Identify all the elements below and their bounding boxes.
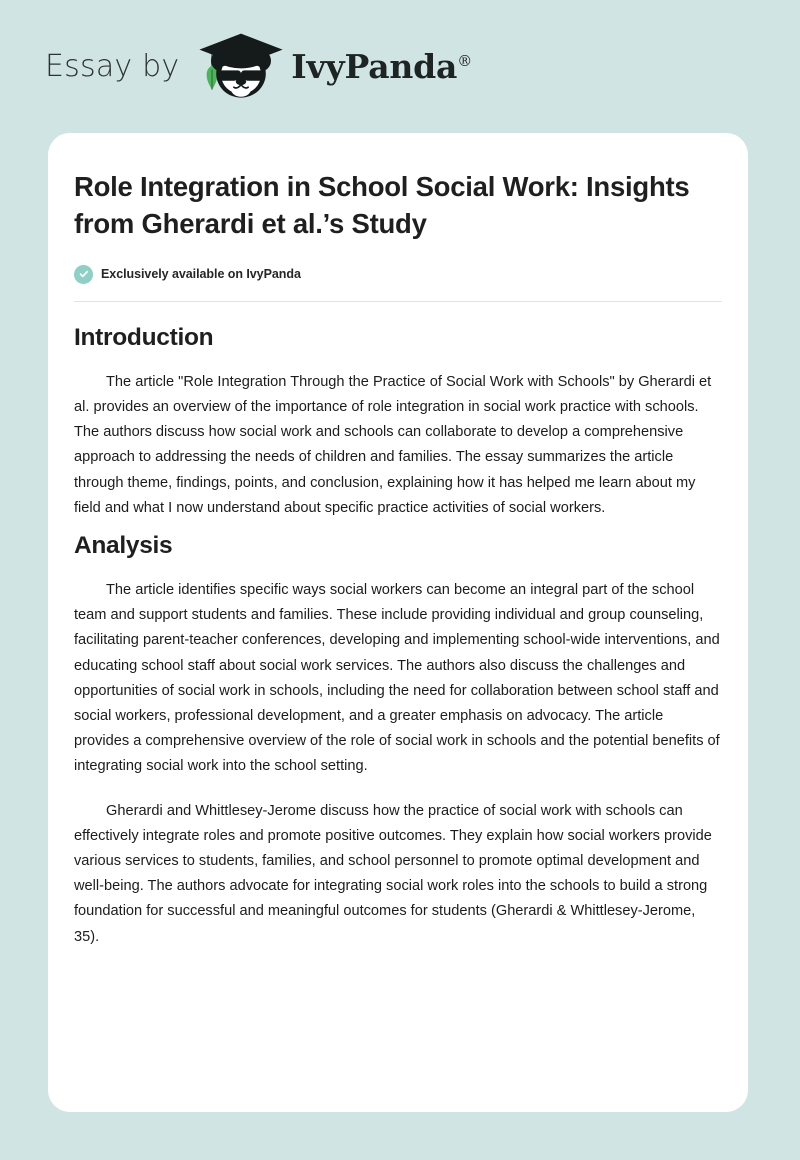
essay-card — [48, 133, 748, 1112]
section-introduction — [74, 324, 722, 521]
brand-wordmark — [291, 47, 473, 86]
section-analysis — [74, 532, 722, 950]
check-circle-icon — [74, 265, 93, 284]
status-badge — [74, 265, 722, 284]
status-badge-label: Exclusively available on IvyPanda — [101, 267, 301, 282]
brand-header — [0, 0, 800, 133]
header-divider — [74, 301, 722, 302]
brand-prefix-label: Essay by — [45, 48, 180, 84]
section-heading: Analysis — [74, 531, 173, 559]
paragraph: The article "Role Integration Through the Practice of Social Work with Schools" by Gherardi et al. provides an overview of the importance of role integration in social work practice with schools. The authors discuss how social work and schools can collaborate to develop a comprehensive approach to addressing the needs of children and families. The essay summarizes the article through theme, findings, points, and conclusion, explaining how it has helped me learn about my field and what I now understand about specific practice activities of social workers. — [74, 373, 712, 516]
page-title: Role Integration in School Social Work: Insights from Gherardi et al.’s Study — [74, 171, 690, 239]
brand-name-text: IvyPanda — [291, 47, 458, 86]
section-heading: Introduction — [74, 323, 214, 351]
paragraph: The article identifies specific ways social workers can become an integral part of the school team and support students and families. These include providing individual and group counseling, facilitating parent-teacher conferences, developing and implementing school-wide interventions, and educating school staff about social work services. The authors also discuss the challenges and opportunities of social work in schools, including the need for collaboration between school staff and social workers, professional development, and a greater emphasis on advocacy. The article provides a comprehensive overview of the role of social work in schools and the potential benefits of integrating social work into the school setting. — [74, 581, 720, 775]
paragraph: Gherardi and Whittlesey-Jerome discuss how the practice of social work with schools can effectively integrate roles and promote positive outcomes. They explain how social workers provide various services to students, families, and school personnel to promote optimal development and well-being. The authors advocate for integrating social work roles into the schools to build a strong foundation for successful and meaningful outcomes for students (Gherardi & Whittlesey-Jerome, 35). — [74, 802, 712, 945]
panda-graduation-cap-logo — [193, 32, 289, 104]
registered-trademark-mark: ® — [457, 52, 473, 70]
